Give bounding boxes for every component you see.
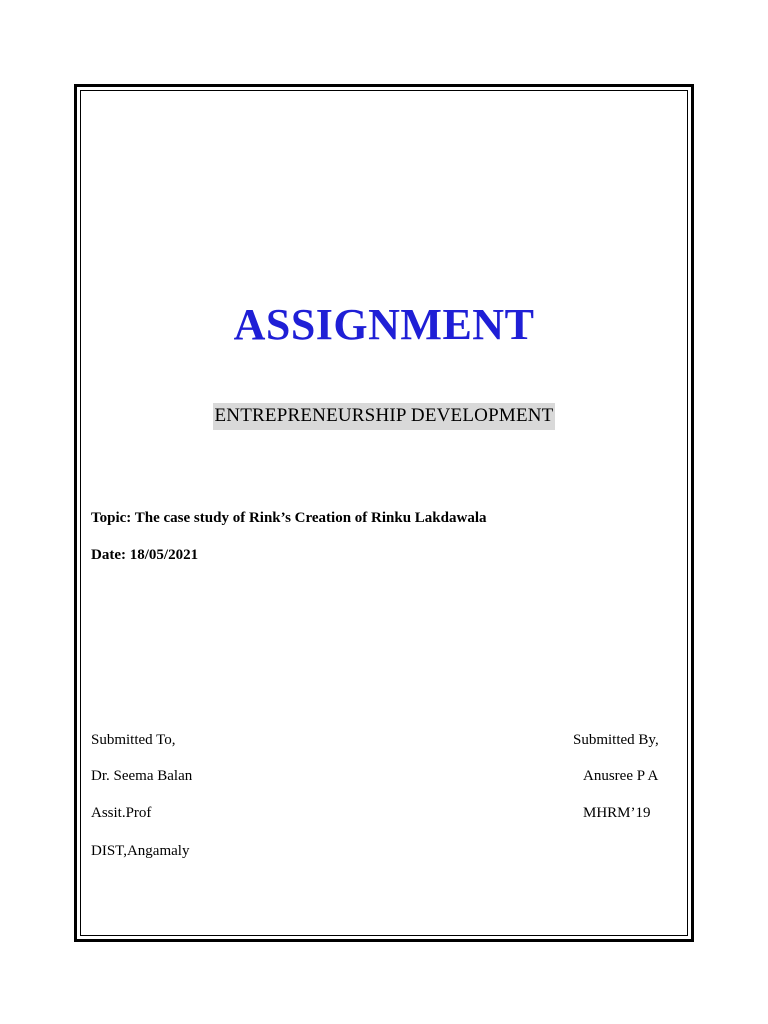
topic-line: Topic: The case study of Rink’s Creation of Rinku Lakdawala (91, 510, 487, 526)
submitted-to-heading: Submitted To, (91, 732, 176, 748)
submitted-by-heading: Submitted By, (573, 732, 659, 748)
submitted-by-name: Anusree P A (583, 768, 659, 784)
document-title: ASSIGNMENT (233, 300, 535, 349)
subtitle-container (0, 403, 768, 430)
submitted-to-institution: DIST,Angamaly (91, 843, 190, 859)
document-subtitle: ENTREPRENEURSHIP DEVELOPMENT (213, 403, 556, 430)
submitted-to-name: Dr. Seema Balan (91, 768, 193, 784)
submitted-by-course: MHRM’19 (583, 805, 651, 821)
date-line: Date: 18/05/2021 (91, 547, 199, 563)
submitted-to-designation: Assit.Prof (91, 805, 152, 821)
